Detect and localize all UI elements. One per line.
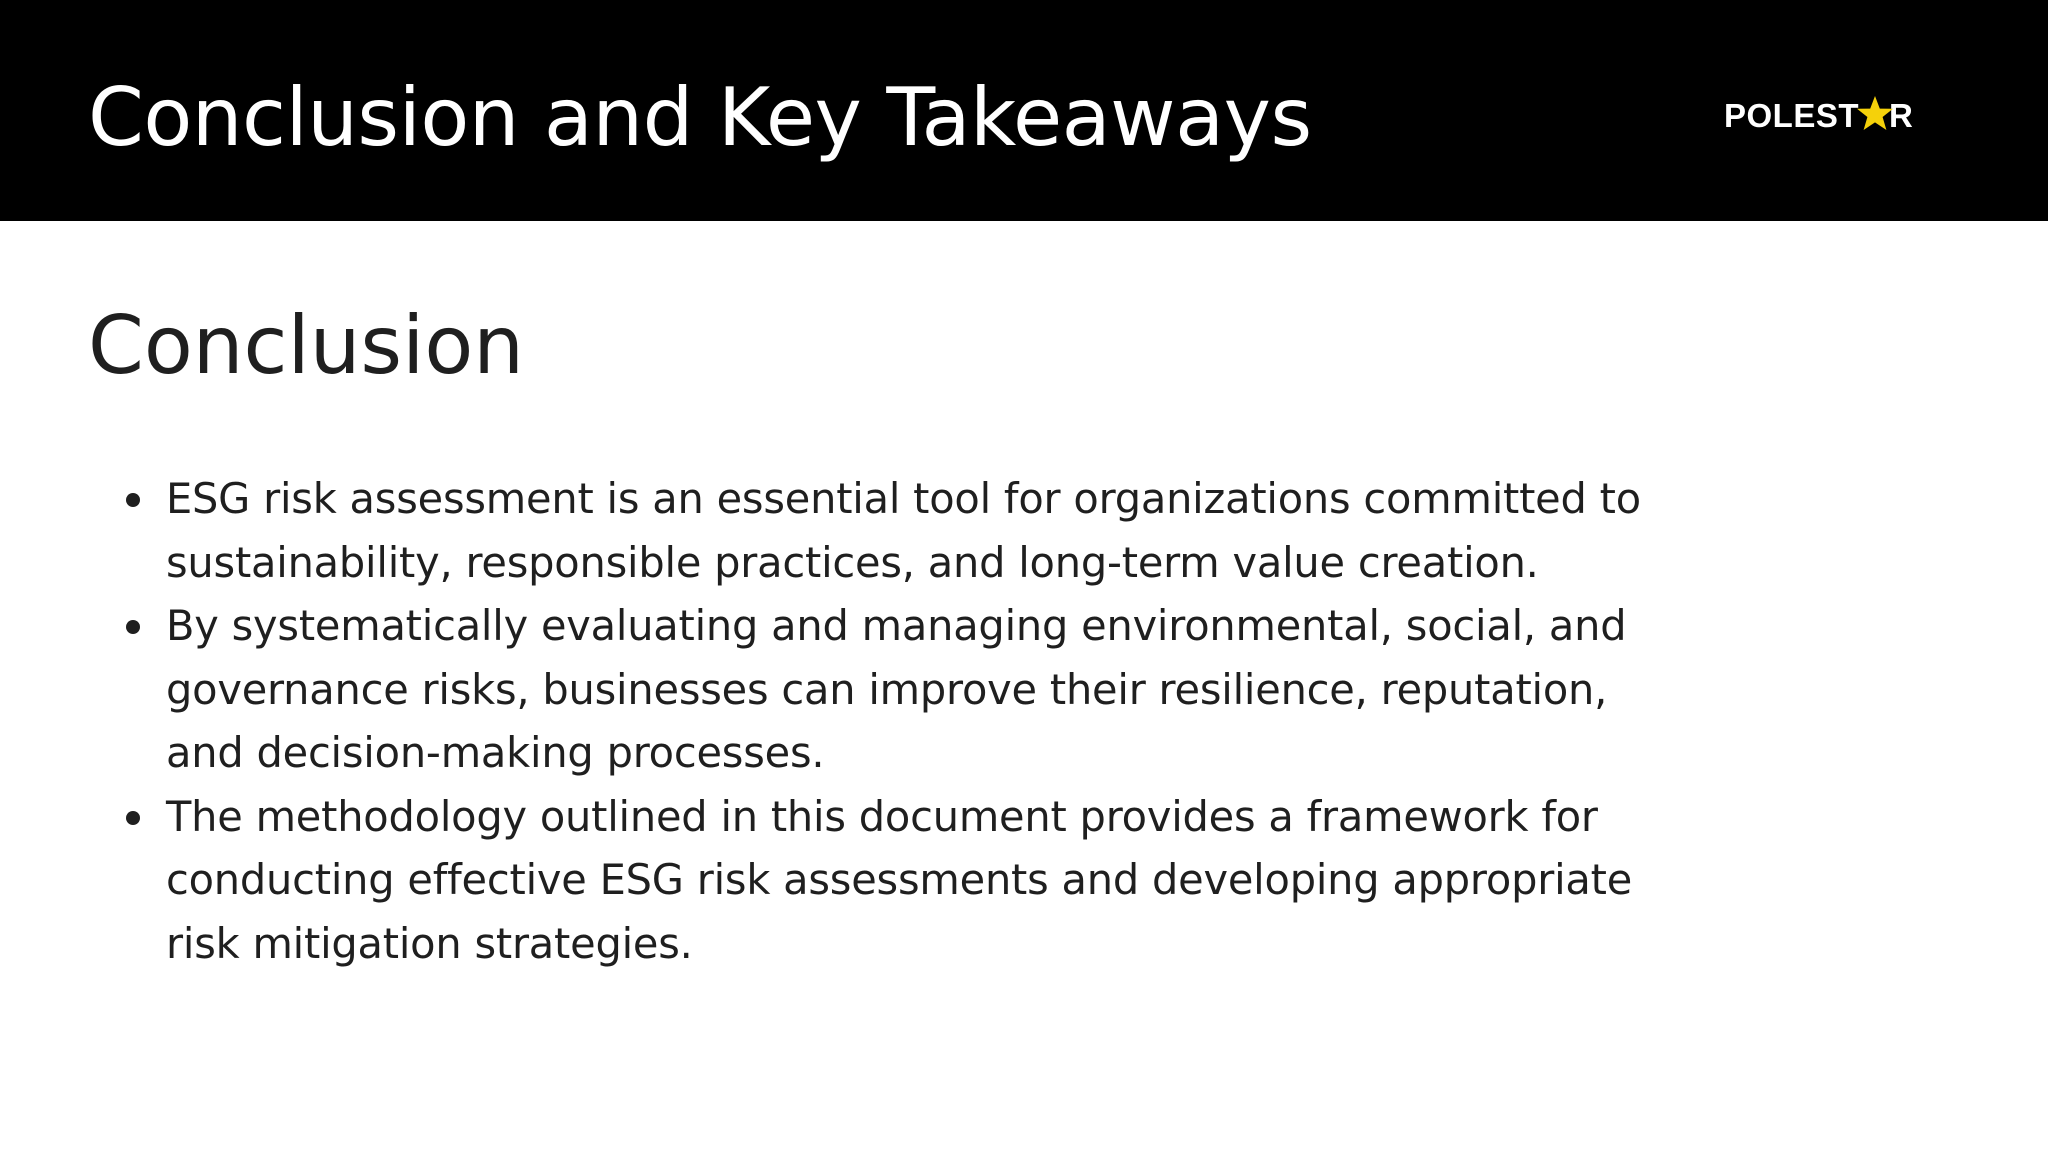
header-bar bbox=[0, 0, 2048, 221]
page-title: Conclusion and Key Takeaways bbox=[88, 71, 1312, 164]
bullet-list bbox=[126, 467, 1826, 975]
list-item bbox=[126, 594, 1826, 785]
bullet-text: The methodology outlined in this document provides a framework for conducting effective ESG risk assessments and developing appropriate risk mitigation strategies. bbox=[166, 791, 1633, 968]
logo-text-end: R bbox=[1889, 97, 1914, 134]
star-icon bbox=[1855, 94, 1895, 134]
bullet-text: ESG risk assessment is an essential tool for organizations committed to sustainability, responsible practices, and long-term value creation. bbox=[166, 474, 1641, 587]
bullet-text: By systematically evaluating and managing environmental, social, and governance risks, businesses can improve their resilience, reputation, and decision-making processes. bbox=[166, 601, 1627, 777]
bullet-icon bbox=[126, 811, 140, 825]
section-heading: Conclusion bbox=[88, 299, 524, 392]
bullet-icon bbox=[126, 493, 140, 507]
polestar-logo bbox=[1724, 96, 1913, 136]
list-item bbox=[126, 785, 1826, 976]
bullet-icon bbox=[126, 620, 140, 634]
logo-text-start: POLEST bbox=[1724, 97, 1860, 134]
list-item bbox=[126, 467, 1826, 594]
